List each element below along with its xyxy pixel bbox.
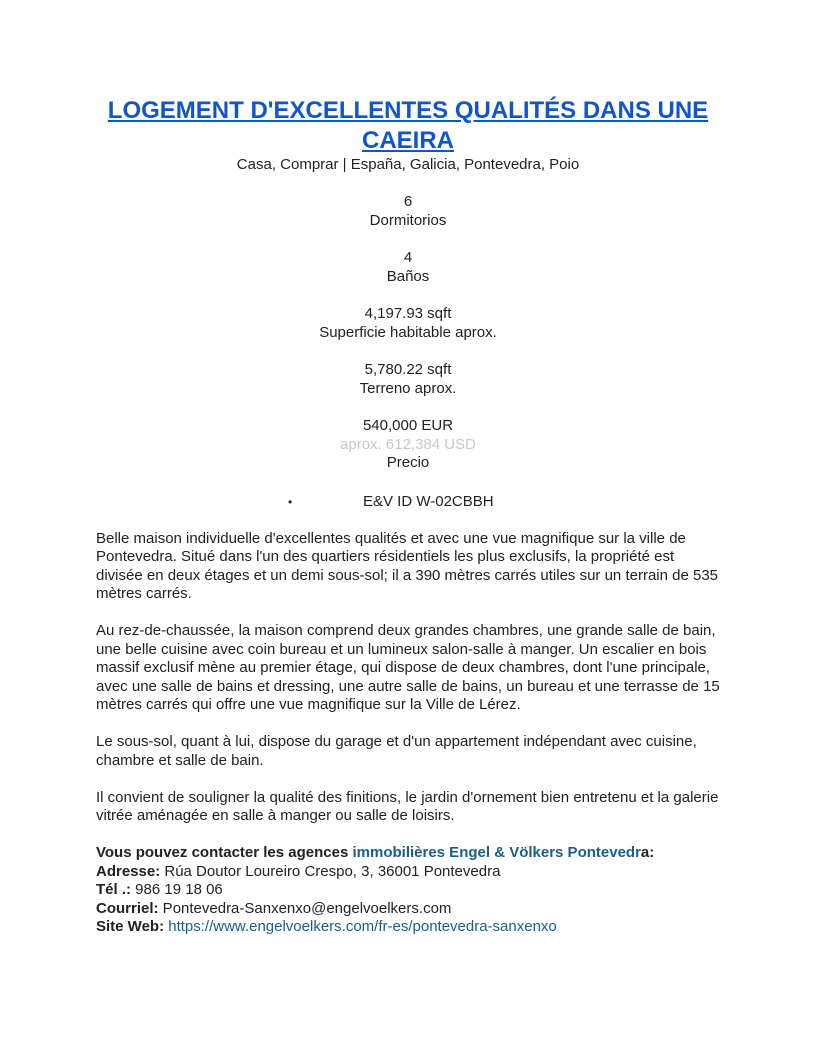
phone-line [96,881,720,900]
price-value: 540,000 EUR [362,417,454,434]
website-label: Site Web: [96,918,165,935]
contact-intro: Vous pouvez contacter les agences [96,844,353,861]
price-stat [96,417,720,473]
description-paragraph-2: Au rez-de-chaussée, la maison comprend deux grandes chambres, une grande salle de bain, une belle cuisine avec coin bureau et un lumineux salon-salle à manger. Un escalier en bois massif exclusif mène au premier étage, qui dispose de deux chambres, dont l'une principale, avec une salle de bains et dressing, une autre salle de bains, un bureau et une terrasse de 15 mètres carrés qui offre une vue magnifique sur la Ville de Lérez. [96,622,720,713]
agency-link[interactable]: immobilières Engel & Völkers Pontevedr [352,844,641,861]
email-value: Pontevedra-Sanxenxo@engelvoelkers.com [158,899,452,917]
price-usd: aprox. 612,384 USD [340,435,476,453]
website-link[interactable]: https://www.engelvoelkers.com/fr-es/pontevedra-sanxenxo [168,918,557,935]
description-paragraph-4: Il convient de souligner la qualité des finitions, le jardin d'ornement bien entretenu et la galerie vitrée aménagée en salle à manger ou salle de loisirs. [96,788,719,824]
page-title [96,96,720,156]
description-paragraph-1: Belle maison individuelle d'excellentes qualités et avec une vue magnifique sur la ville de Pontevedra. Situé dans l'un des quartiers résidentiels les plus exclusifs, la propriété est divisée en deux étages et un demi sous-sol; il a 390 mètres carrés utiles sur un terrain de 535 mètres carrés. [96,529,719,602]
address-line [96,863,720,882]
property-id: E&V ID W-02CBBH [363,492,494,510]
property-id-row [96,493,720,511]
phone-label: Tél .: [96,881,132,898]
website-line [96,918,720,937]
contact-intro-line [96,844,720,863]
title-link[interactable]: LOGEMENT D'EXCELLENTES QUALITÉS DANS UNE CAEIRA [107,97,709,154]
address-value: Rúa Doutor Loureiro Crespo, 3, 36001 Pontevedra [160,862,501,880]
property-subtitle: Casa, Comprar | España, Galicia, Pontevedra, Poio [236,156,580,173]
email-label: Courriel: [96,899,159,917]
document-page [96,96,720,937]
living-area-value: 4,197.93 sqft [364,305,452,322]
bathrooms-stat [96,249,720,286]
bedrooms-stat [96,193,720,230]
description-paragraph-3: Le sous-sol, quant à lui, dispose du garage et d'un appartement indépendant avec cuisine, chambre et salle de bain. [96,733,697,769]
price-label: Precio [386,454,430,471]
living-area-label: Superficie habitable aprox. [319,323,497,341]
phone-value: 986 19 18 06 [131,881,223,898]
land-area-value: 5,780.22 sqft [364,361,452,378]
contact-block [96,844,720,937]
bathrooms-label: Baños [386,267,430,285]
bedrooms-label: Dormitorios [369,211,447,229]
address-label: Adresse: [96,862,161,880]
bathrooms-value: 4 [403,249,413,266]
living-area-stat [96,305,720,342]
land-area-label: Terreno aprox. [359,379,457,397]
contact-intro-end: a: [640,844,655,861]
bedrooms-value: 6 [403,193,413,210]
bullet-icon: • [288,494,293,509]
land-area-stat [96,361,720,398]
email-line [96,900,720,919]
